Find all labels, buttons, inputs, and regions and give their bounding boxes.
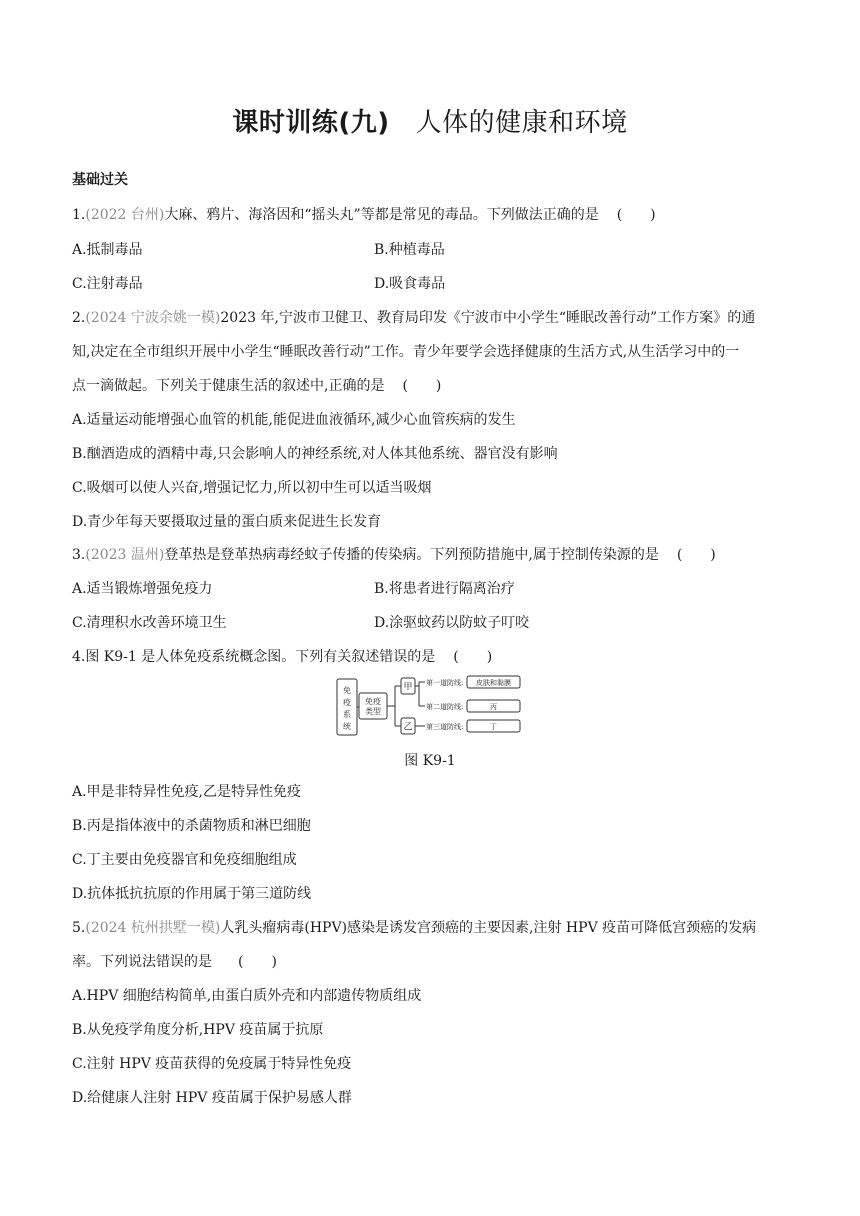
option-a: A.适量运动能增强心血管的机能,能促进血液循环,减少心血管疾病的发生 xyxy=(72,412,516,428)
answer-paren: ( ) xyxy=(453,649,493,665)
option-b: B.从免疫学角度分析,HPV 疫苗属于抗原 xyxy=(72,1022,324,1038)
box-bing-text: 丙 xyxy=(490,703,497,711)
question-5-stem xyxy=(72,918,756,938)
option-a: A.HPV 细胞结构简单,由蛋白质外壳和内部遗传物质组成 xyxy=(72,988,422,1004)
defense-line-2: 第二道防线: xyxy=(426,703,464,711)
option-d: D.青少年每天要摄取过量的蛋白质来促进生长发育 xyxy=(72,514,382,530)
option-c: C.吸烟可以使人兴奋,增强记忆力,所以初中生可以适当吸烟 xyxy=(72,480,432,496)
label-jia: 甲 xyxy=(403,682,413,693)
answer-paren: ( ) xyxy=(676,547,716,563)
option-c: C.注射 HPV 疫苗获得的免疫属于特异性免疫 xyxy=(72,1056,352,1072)
box-ding-text: 丁 xyxy=(490,723,497,731)
label-yi: 乙 xyxy=(403,722,413,733)
title-main: 课时训练(九) xyxy=(232,108,390,138)
question-text: 率。下列说法错误的是 xyxy=(72,954,212,970)
question-text: 点一滴做起。下列关于健康生活的叙述中,正确的是 xyxy=(72,378,385,394)
question-text: 2023 年,宁波市卫健卫、教育局印发《宁波市中小学生“睡眠改善行动”工作方案》的通 xyxy=(220,310,756,326)
question-text: 大麻、鸦片、海洛因和“摇头丸”等都是常见的毒品。下列做法正确的是 xyxy=(164,207,599,223)
question-text: 登革热是登革热病毒经蚊子传播的传染病。下列预防措施中,属于控制传染源的是 xyxy=(164,547,659,563)
answer-paren: ( ) xyxy=(616,207,656,223)
option-c: C.丁主要由免疫器官和免疫细胞组成 xyxy=(72,852,297,868)
option-a: A.甲是非特异性免疫,乙是特异性免疫 xyxy=(72,784,302,800)
question-number: 3. xyxy=(72,547,86,563)
option-d: D.给健康人注射 HPV 疫苗属于保护易感人群 xyxy=(72,1090,352,1106)
option-d: D.涂驱蚊药以防蚊子叮咬 xyxy=(374,615,530,631)
question-5-stem-line2 xyxy=(72,952,277,972)
answer-paren: ( ) xyxy=(238,954,277,970)
question-number: 4. xyxy=(72,649,86,665)
question-2-stem-line2: 知,决定在全市组织开展中小学生“睡眠改善行动”工作。青少年要学会选择健康的生活方式,从生活学习中的一 xyxy=(72,344,740,360)
question-2-stem-line3 xyxy=(72,376,441,396)
question-source: (2022 台州) xyxy=(85,207,165,223)
question-4-stem xyxy=(72,647,492,667)
page-title xyxy=(0,102,860,139)
answer-paren: ( ) xyxy=(402,378,442,394)
immune-system-concept-diagram xyxy=(335,673,525,743)
option-a: A.抵制毒品 xyxy=(72,242,143,258)
root-char-4: 统 xyxy=(343,722,351,731)
option-d: D.抗体抵抗抗原的作用属于第三道防线 xyxy=(72,886,312,902)
figure-caption: 图 K9-1 xyxy=(404,753,456,769)
question-1-stem xyxy=(72,205,656,225)
question-source: (2023 温州) xyxy=(85,547,165,563)
question-text: 图 K9-1 是人体免疫系统概念图。下列有关叙述错误的是 xyxy=(85,649,436,665)
option-a: A.适当锻炼增强免疫力 xyxy=(72,581,213,597)
question-3-stem xyxy=(72,545,716,565)
mid-line-2: 类型 xyxy=(365,707,381,716)
option-d: D.吸食毒品 xyxy=(374,276,446,292)
box-skin-text: 皮肤和黏膜 xyxy=(476,679,511,687)
root-char-1: 免 xyxy=(343,686,351,695)
root-char-3: 系 xyxy=(343,710,351,719)
option-b: B.种植毒品 xyxy=(374,242,445,258)
defense-line-3: 第三道防线: xyxy=(426,723,464,731)
option-c: C.注射毒品 xyxy=(72,276,143,292)
root-char-2: 疫 xyxy=(343,698,351,707)
section-heading: 基础过关 xyxy=(72,172,128,188)
mid-line-1: 免疫 xyxy=(365,697,381,706)
question-source: (2024 宁波余姚一模) xyxy=(85,310,221,326)
question-2-stem xyxy=(72,308,755,328)
option-c: C.清理积水改善环境卫生 xyxy=(72,615,227,631)
option-b: B.酗酒造成的酒精中毒,只会影响人的神经系统,对人体其他系统、器官没有影响 xyxy=(72,446,558,462)
defense-line-1: 第一道防线: xyxy=(426,679,464,687)
option-b: B.将患者进行隔离治疗 xyxy=(374,581,515,597)
question-number: 2. xyxy=(72,310,86,326)
question-text: 人乳头瘤病毒(HPV)感染是诱发宫颈癌的主要因素,注射 HPV 疫苗可降低宫颈癌的发病 xyxy=(220,920,757,936)
question-source: (2024 杭州拱墅一模) xyxy=(85,920,221,936)
option-b: B.丙是指体液中的杀菌物质和淋巴细胞 xyxy=(72,818,311,834)
title-sub: 人体的健康和环境 xyxy=(415,108,628,138)
question-number: 1. xyxy=(72,207,86,223)
question-number: 5. xyxy=(72,920,86,936)
